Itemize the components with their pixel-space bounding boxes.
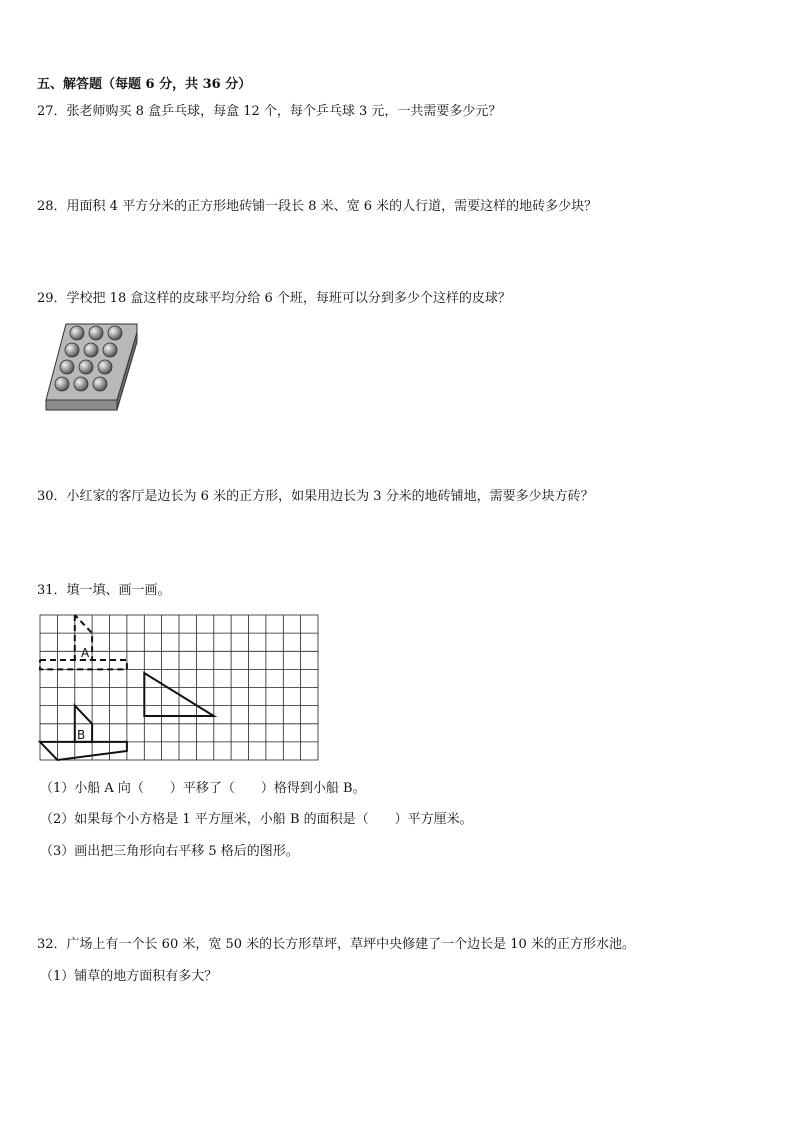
question-28: 28．用面积 4 平方分米的正方形地砖铺一段长 8 米、宽 6 米的人行道，需要这样的地砖多少块？ — [37, 199, 598, 214]
question-31-sub-1: （1）小船 A 向（ ）平移了（ ）格得到小船 B。 — [40, 781, 366, 796]
question-31: 31．填一填、画一画。 — [37, 583, 171, 598]
ball — [103, 343, 117, 357]
ball — [70, 326, 84, 340]
question-31-sub-2: （2）如果每个小方格是 1 平方厘米，小船 B 的面积是（ ）平方厘米。 — [40, 812, 473, 827]
ball — [55, 377, 69, 391]
section-heading: 五、解答题（每题 6 分，共 36 分） — [37, 77, 252, 92]
ball — [65, 343, 79, 357]
question-32: 32．广场上有一个长 60 米，宽 50 米的长方形草坪，草坪中央修建了一个边长是 10 米的正方形水池。 — [37, 937, 635, 952]
question-27: 27．张老师购买 8 盒乒乓球，每盒 12 个，每个乒乓球 3 元，一共需要多少元？ — [37, 104, 502, 119]
translation-grid-figure — [38, 613, 322, 765]
boat-b-label: B — [77, 728, 86, 742]
ball-box-illustration — [44, 322, 140, 414]
ball — [60, 360, 74, 374]
ball — [84, 343, 98, 357]
ball — [93, 377, 107, 391]
question-32-sub-1: （1）铺草的地方面积有多大？ — [40, 969, 218, 984]
ball — [74, 377, 88, 391]
ball — [89, 326, 103, 340]
ball — [98, 360, 112, 374]
question-30: 30．小红家的客厅是边长为 6 米的正方形，如果用边长为 3 分米的地砖铺地，需要多少块方砖？ — [37, 489, 594, 504]
question-31-sub-3: （3）画出把三角形向右平移 5 格后的图形。 — [40, 844, 299, 859]
boat-a-label: A — [81, 646, 90, 660]
ball — [108, 326, 122, 340]
boat-a-dashed — [40, 615, 127, 669]
ball — [79, 360, 93, 374]
question-29: 29．学校把 18 盒这样的皮球平均分给 6 个班，每班可以分到多少个这样的皮球？ — [37, 291, 511, 306]
